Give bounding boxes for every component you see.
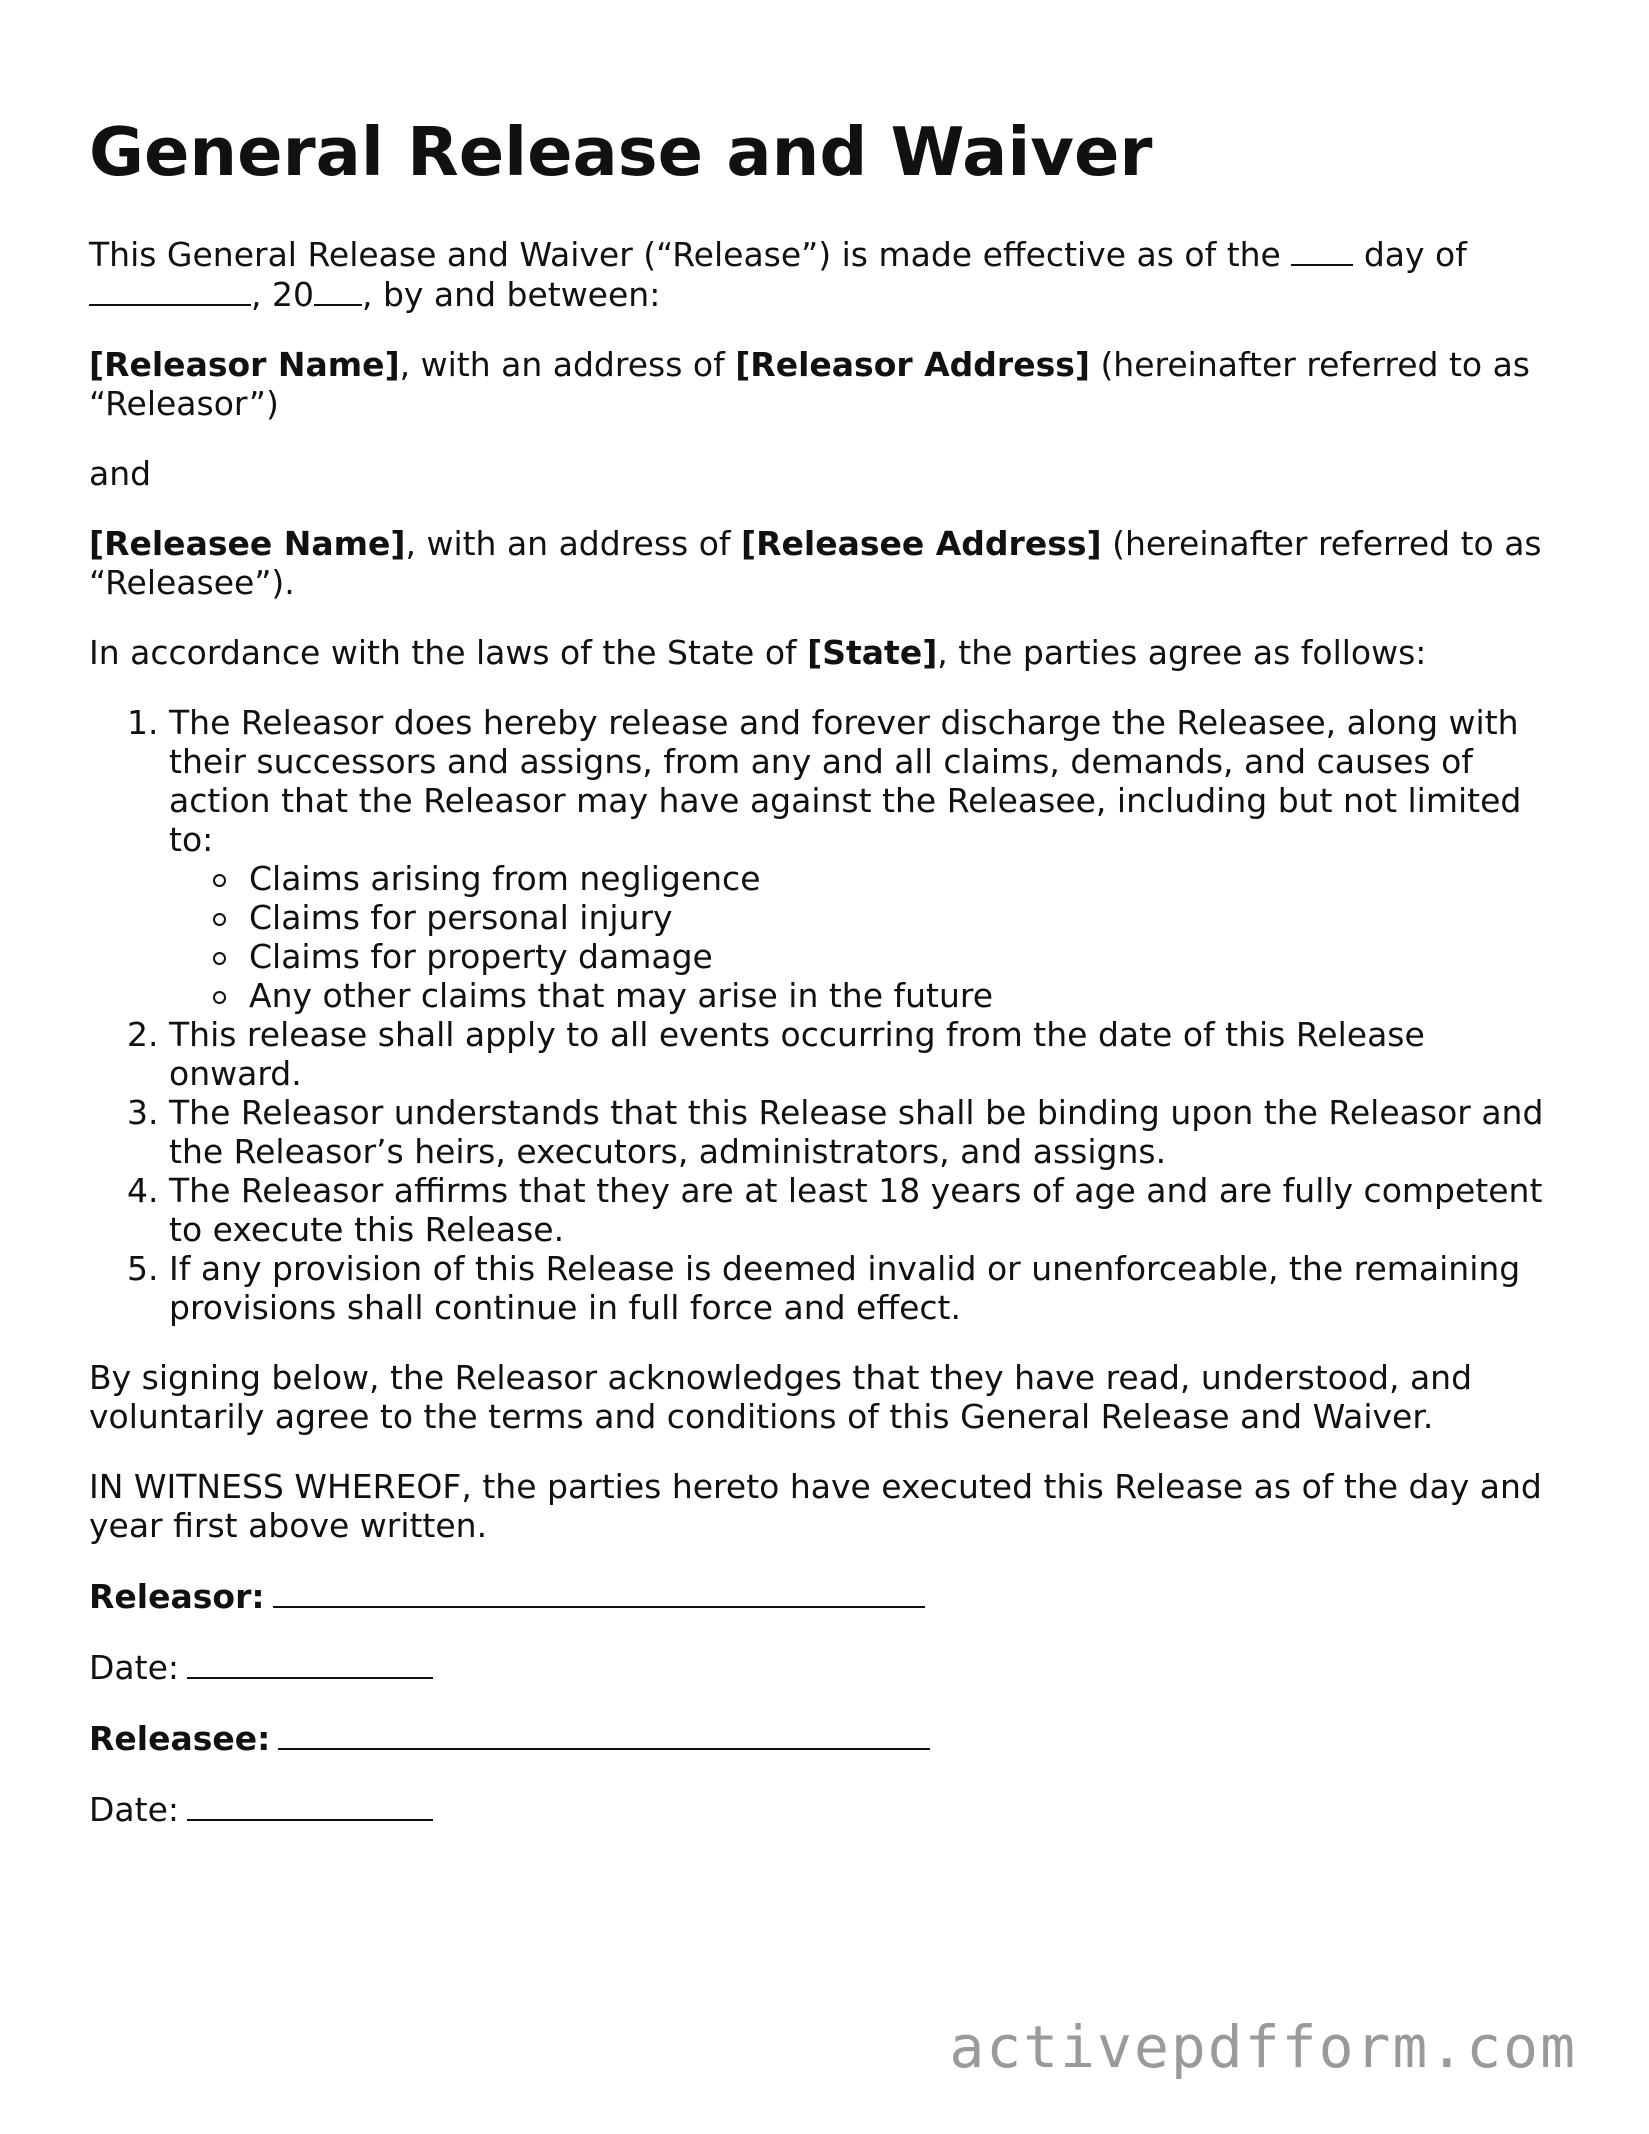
releasor-name: [Releasor Name] — [89, 345, 400, 384]
releasor-paragraph — [89, 345, 1559, 423]
releasee-connector: , with an address of — [405, 524, 731, 563]
intro-paragraph — [89, 234, 1559, 314]
term-item-5: 5. If any provision of this Release is deemed invalid or unenforceable, the remaining provisions shall continue in full force and effect. — [169, 1249, 1559, 1327]
claims-list — [169, 859, 1559, 1015]
releasee-address: [Releasee Address] — [741, 524, 1102, 563]
year-blank[interactable] — [314, 274, 362, 306]
and-text: and — [89, 454, 152, 493]
claim-item: Claims for property damage — [249, 937, 1559, 976]
releasee-name: [Releasee Name] — [89, 524, 406, 563]
day-blank[interactable] — [1291, 234, 1353, 266]
intro-text-2: day of — [1363, 235, 1467, 274]
laws-paragraph — [89, 633, 1559, 672]
claim-item: Any other claims that may arise in the future — [249, 976, 1559, 1015]
witness-paragraph: IN WITNESS WHEREOF, the parties hereto have executed this Release as of the day and year first above written. — [89, 1467, 1542, 1545]
term-item-4: 4. The Releasor affirms that they are at least 18 years of age and are fully competent to execute this Release. — [169, 1171, 1559, 1249]
intro-text-3: , 20 — [251, 275, 314, 314]
releasee-date-row — [89, 1789, 1559, 1829]
term-item-2: 2. This release shall apply to all events occurring from the date of this Release onward. — [169, 1015, 1559, 1093]
releasor-date-row — [89, 1647, 1559, 1687]
releasor-signature-line[interactable] — [273, 1576, 925, 1608]
term-item-1 — [169, 703, 1559, 1015]
laws-suffix: , the parties agree as follows: — [937, 633, 1427, 672]
releasor-address: [Releasor Address] — [735, 345, 1090, 384]
releasee-signature-label: Releasee: — [89, 1719, 271, 1758]
releasor-date-line[interactable] — [187, 1647, 433, 1679]
claim-item: Claims for personal injury — [249, 898, 1559, 937]
releasee-paragraph — [89, 524, 1559, 602]
acknowledgement-paragraph: By signing below, the Releasor acknowledges that they have read, understood, and voluntarily agree to the terms and conditions of this General Release and Waiver. — [89, 1358, 1473, 1436]
releasor-signature-label: Releasor: — [89, 1577, 265, 1616]
releasor-suffix: (hereinafter referred to as “Releasor”) — [89, 345, 1530, 423]
terms-list — [89, 703, 1559, 1327]
term-item-3: 3. The Releasor understands that this Release shall be binding upon the Releasor and the Releasor’s heirs, executors, administrators, and assigns. — [169, 1093, 1559, 1171]
month-blank[interactable] — [89, 274, 251, 306]
releasee-date-line[interactable] — [187, 1789, 433, 1821]
watermark-text: activepdfform.com — [949, 2013, 1577, 2081]
releasor-connector: , with an address of — [399, 345, 725, 384]
state-placeholder: [State] — [807, 633, 938, 672]
releasor-signature-row — [89, 1576, 1559, 1616]
claim-item: Claims arising from negligence — [249, 859, 1559, 898]
intro-text-1: This General Release and Waiver (“Release”) is made effective as of the — [89, 235, 1281, 274]
releasee-signature-row — [89, 1718, 1559, 1758]
document-page — [89, 112, 1559, 1860]
laws-prefix: In accordance with the laws of the State of — [89, 633, 797, 672]
document-title: General Release and Waiver — [89, 113, 1153, 191]
intro-text-4: , by and between: — [361, 275, 661, 314]
releasee-suffix: (hereinafter referred to as “Releasee”). — [89, 524, 1542, 602]
releasee-signature-line[interactable] — [278, 1718, 930, 1750]
term-item-1-text: The Releasor does hereby release and forever discharge the Releasee, along with their successors and assigns, from any and all claims, demands, and causes of action that the Releasor may have against the Releasee, including but not limited to: — [169, 703, 1522, 859]
releasee-date-label: Date: — [89, 1790, 179, 1829]
releasor-date-label: Date: — [89, 1648, 179, 1687]
